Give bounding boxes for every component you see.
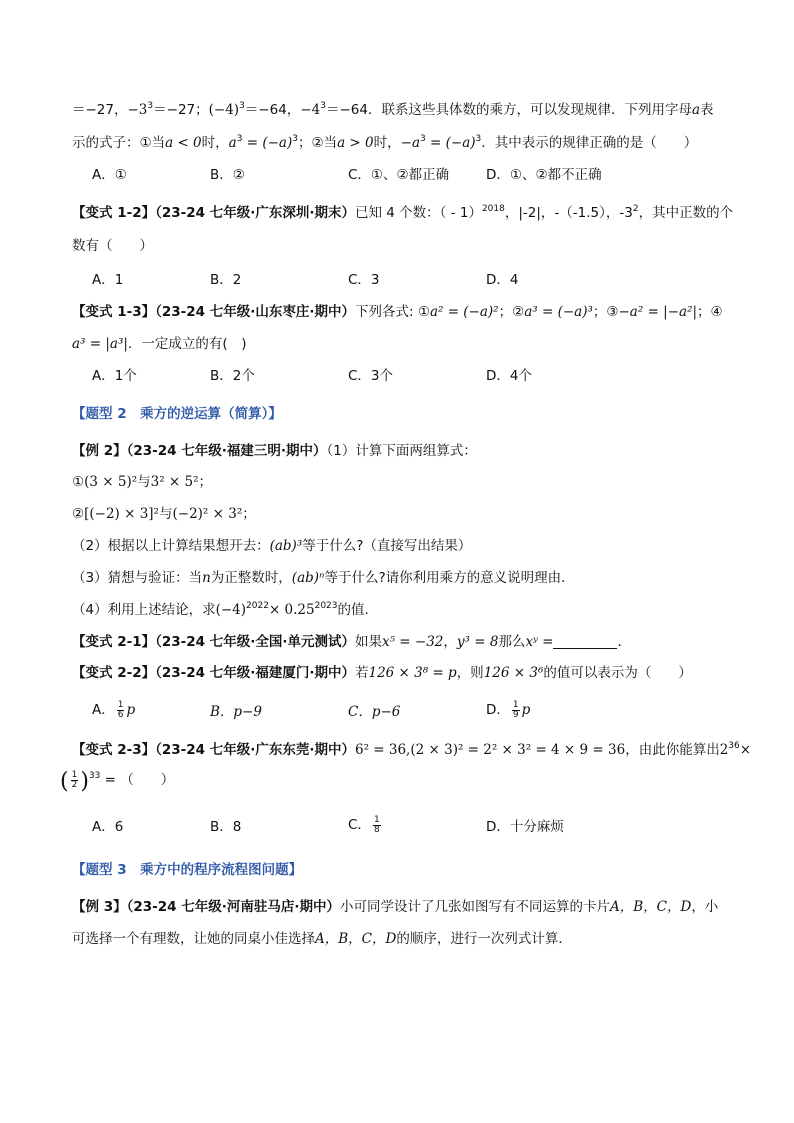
exponent: 2018 bbox=[481, 204, 505, 214]
fraction bbox=[512, 701, 520, 720]
math: (ab)ⁿ bbox=[291, 570, 325, 586]
math: A，B，C，D bbox=[315, 931, 397, 947]
question-tag: 【变式 1-2】 bbox=[72, 205, 156, 221]
math: (3 × 5)² bbox=[84, 474, 138, 490]
exponent: 3 bbox=[236, 134, 243, 144]
math: × bbox=[739, 742, 752, 758]
question-tag: 【例 3】 bbox=[72, 899, 127, 915]
example-3-line-1 bbox=[72, 897, 718, 917]
math: a > 0 bbox=[337, 135, 374, 151]
question-source: （23-24 七年级·全国·单元测试） bbox=[155, 634, 355, 650]
text: ，则 bbox=[456, 665, 484, 681]
variant-2-2-line bbox=[72, 663, 692, 683]
text: ＝−27； bbox=[153, 102, 209, 118]
option-label: A． bbox=[92, 702, 115, 718]
text: ， bbox=[443, 634, 457, 650]
text: ，小 bbox=[691, 899, 719, 915]
v13-option-b: B．2个 bbox=[210, 368, 255, 384]
exponent: 3 bbox=[292, 134, 298, 144]
intro-line-2 bbox=[72, 133, 697, 153]
math: (ab)³ bbox=[269, 538, 303, 554]
text: ． bbox=[617, 634, 631, 650]
intro-option-d: D．①、②都不正确 bbox=[486, 167, 602, 183]
question-tag: 【变式 2-1】 bbox=[72, 634, 156, 650]
math: −a² = |−a²| bbox=[618, 304, 698, 320]
question-tag: 【例 2】 bbox=[72, 443, 127, 459]
text: ．其中表示的规律正确的是（ ） bbox=[481, 135, 698, 151]
text: 可选择一个有理数，让她的同桌小佳选择 bbox=[72, 931, 315, 947]
exponent: 3 bbox=[420, 134, 426, 144]
option-label: D． bbox=[486, 702, 510, 718]
math: A，B，C，D bbox=[609, 899, 692, 915]
v12-option-c: C．3 bbox=[348, 272, 380, 288]
exponent: 3 bbox=[147, 101, 154, 111]
denominator: 6 bbox=[117, 709, 124, 720]
variant-1-3-line-2 bbox=[72, 334, 246, 354]
numerator: 1 bbox=[71, 769, 78, 780]
text: ；②当 bbox=[297, 135, 338, 151]
exponent: 2023 bbox=[314, 601, 338, 611]
math: (−4) bbox=[215, 602, 247, 618]
math-var: p bbox=[126, 702, 136, 718]
math: 2 bbox=[719, 742, 729, 758]
text: 已知 4 个数：（ - 1） bbox=[354, 205, 482, 221]
v22-option-a bbox=[92, 700, 135, 720]
exponent: 2 bbox=[632, 204, 639, 214]
math: −3 bbox=[127, 102, 148, 118]
example-2-q4 bbox=[72, 600, 378, 620]
text: 的值可以表示为（ ） bbox=[543, 665, 692, 681]
v23-option-b: B．8 bbox=[210, 819, 242, 835]
math: [(−2) × 3]² bbox=[84, 506, 159, 522]
example-2-line-1 bbox=[72, 441, 477, 461]
v13-option-c: C．3个 bbox=[348, 368, 394, 384]
math: x⁵ = −32 bbox=[381, 634, 444, 650]
example-2-q3 bbox=[72, 568, 575, 588]
text: 与 bbox=[137, 474, 151, 490]
variant-1-2-line-1 bbox=[72, 203, 733, 223]
math: = (−a) bbox=[242, 135, 293, 151]
intro-line-1 bbox=[72, 100, 714, 120]
text: ；③ bbox=[592, 304, 619, 320]
text: 的顺序，进行一次列式计算． bbox=[396, 931, 572, 947]
numerator: 1 bbox=[512, 699, 519, 710]
text: 时， bbox=[201, 135, 229, 151]
variant-2-3-line-1 bbox=[72, 740, 751, 760]
text: （3）猜想与验证：当 bbox=[72, 570, 203, 586]
math: −a bbox=[400, 135, 421, 151]
example-2-calc-2 bbox=[72, 504, 256, 524]
text: 小可同学设计了几张如图写有不同运算的卡片 bbox=[339, 899, 610, 915]
question-source: （23-24 七年级·福建厦门·期中） bbox=[155, 665, 355, 681]
example-2-calc-1 bbox=[72, 472, 212, 492]
text: ．一定成立的有( ) bbox=[127, 336, 247, 352]
v23-option-a: A．6 bbox=[92, 819, 124, 835]
math-var: p bbox=[521, 702, 531, 718]
text: ； bbox=[198, 474, 213, 490]
paren-left: ( bbox=[60, 769, 69, 794]
fraction bbox=[373, 816, 381, 835]
text: 示的式子：①当 bbox=[72, 135, 166, 151]
text: ，由此你能算出 bbox=[625, 742, 720, 758]
question-source: （23-24 七年级·福建三明·期中） bbox=[126, 443, 327, 459]
v22-option-c: C．p−6 bbox=[348, 704, 401, 720]
math: (−2)² × 3² bbox=[172, 506, 243, 522]
numerator: 1 bbox=[117, 699, 124, 710]
text: 等于什么?（直接写出结果） bbox=[302, 538, 472, 554]
math: 126 × 3⁸ = p bbox=[368, 665, 457, 681]
v22-option-b: B．p−9 bbox=[210, 704, 262, 720]
exponent: 3 bbox=[320, 101, 326, 111]
v22-option-d bbox=[486, 700, 530, 720]
text: ② bbox=[72, 506, 85, 522]
exponent: 2022 bbox=[246, 601, 269, 611]
exponent: 3 bbox=[239, 101, 245, 111]
denominator: 2 bbox=[71, 779, 78, 790]
exponent: 36 bbox=[728, 741, 740, 751]
text: （2）根据以上计算结果想开去： bbox=[72, 538, 270, 554]
example-2-q2 bbox=[72, 536, 471, 556]
math: 3² × 5² bbox=[150, 474, 199, 490]
math-var: a bbox=[691, 102, 701, 118]
v13-option-a: A．1个 bbox=[92, 368, 137, 384]
type-2-heading: 【题型 2 乘方的逆运算（简算）】 bbox=[72, 406, 282, 422]
math: a bbox=[228, 135, 237, 151]
math: (−4) bbox=[208, 102, 240, 118]
text: 表 bbox=[700, 102, 714, 118]
text: 若 bbox=[354, 665, 369, 681]
text: （4）利用上述结论，求 bbox=[72, 602, 216, 618]
text: 为正整数时， bbox=[210, 570, 292, 586]
variant-1-3-line-1 bbox=[72, 302, 723, 322]
intro-option-b: B．② bbox=[210, 167, 245, 183]
text: ； bbox=[242, 506, 256, 522]
exponent: 3 bbox=[475, 134, 482, 144]
intro-option-c: C．①、②都正确 bbox=[348, 167, 450, 183]
numerator: 1 bbox=[373, 814, 380, 825]
v13-option-d: D．4个 bbox=[486, 368, 532, 384]
text: 下列各式: ① bbox=[354, 304, 430, 320]
question-source: （23-24 七年级·广东深圳·期末） bbox=[155, 205, 355, 221]
denominator: 8 bbox=[373, 824, 380, 835]
v12-option-a: A．1 bbox=[92, 272, 124, 288]
math: n bbox=[202, 570, 211, 586]
text: ；② bbox=[498, 304, 525, 320]
variant-2-1-line bbox=[72, 632, 631, 652]
question-source: （23-24 七年级·河南驻马店·期中） bbox=[126, 899, 340, 915]
question-tag: 【变式 2-3】 bbox=[72, 742, 156, 758]
type-3-heading: 【题型 3 乘方中的程序流程图问题】 bbox=[72, 862, 303, 878]
math: a³ = |a³| bbox=[72, 336, 128, 352]
text: ；④ bbox=[697, 304, 723, 320]
variant-2-3-line-2 bbox=[60, 770, 174, 792]
text: ＝−64．联系这些具体数的乘方，可以发现规律．下列用字母 bbox=[325, 102, 692, 118]
option-label: C． bbox=[348, 817, 371, 833]
text: ＝−27， bbox=[72, 102, 128, 118]
math: y³ = 8 bbox=[456, 634, 499, 650]
text: 时， bbox=[373, 135, 401, 151]
question-tag: 【变式 2-2】 bbox=[72, 665, 156, 681]
text: ① bbox=[72, 474, 85, 490]
variant-1-2-line-2: 数有（ ） bbox=[72, 238, 153, 254]
question-source: （23-24 七年级·广东东莞·期中） bbox=[155, 742, 355, 758]
fraction bbox=[71, 771, 79, 790]
denominator: 9 bbox=[512, 709, 519, 720]
text: 那么 bbox=[498, 634, 526, 650]
text: ＝−64， bbox=[244, 102, 301, 118]
v12-option-d: D．4 bbox=[486, 272, 519, 288]
math: = (−a) bbox=[425, 135, 476, 151]
v12-option-b: B．2 bbox=[210, 272, 242, 288]
math: 126 × 3⁶ bbox=[483, 665, 544, 681]
example-3-line-2 bbox=[72, 929, 572, 949]
text: 等于什么?请你利用乘方的意义说明理由． bbox=[324, 570, 575, 586]
text: （1）计算下面两组算式： bbox=[326, 443, 477, 459]
question-source: （23-24 七年级·山东枣庄·期中） bbox=[155, 304, 355, 320]
exponent: 33 bbox=[88, 771, 101, 781]
text: ，其中正数的个 bbox=[638, 205, 734, 221]
v23-option-d: D．十分麻烦 bbox=[486, 819, 564, 835]
math: a < 0 bbox=[165, 135, 202, 151]
answer-blank[interactable] bbox=[553, 634, 617, 649]
text: 的值． bbox=[337, 602, 379, 618]
question-tag: 【变式 1-3】 bbox=[72, 304, 156, 320]
text: 与 bbox=[158, 506, 173, 522]
math: xʸ = bbox=[525, 634, 554, 650]
math: a² = (−a)² bbox=[429, 304, 499, 320]
math: a³ = (−a)³ bbox=[524, 304, 593, 320]
math: × 0.25 bbox=[268, 602, 315, 618]
fraction bbox=[117, 701, 125, 720]
math: −4 bbox=[300, 102, 321, 118]
text: ，|-2|，-（-1.5），-3 bbox=[504, 205, 633, 221]
math: 6² = 36,(2 × 3)² = 2² × 3² = 4 × 9 = 36 bbox=[354, 742, 626, 758]
intro-option-a: A．① bbox=[92, 167, 127, 183]
v23-option-c bbox=[348, 815, 383, 835]
text: = （ ） bbox=[100, 772, 175, 788]
text: 如果 bbox=[354, 634, 382, 650]
paren-right: ) bbox=[80, 769, 89, 794]
